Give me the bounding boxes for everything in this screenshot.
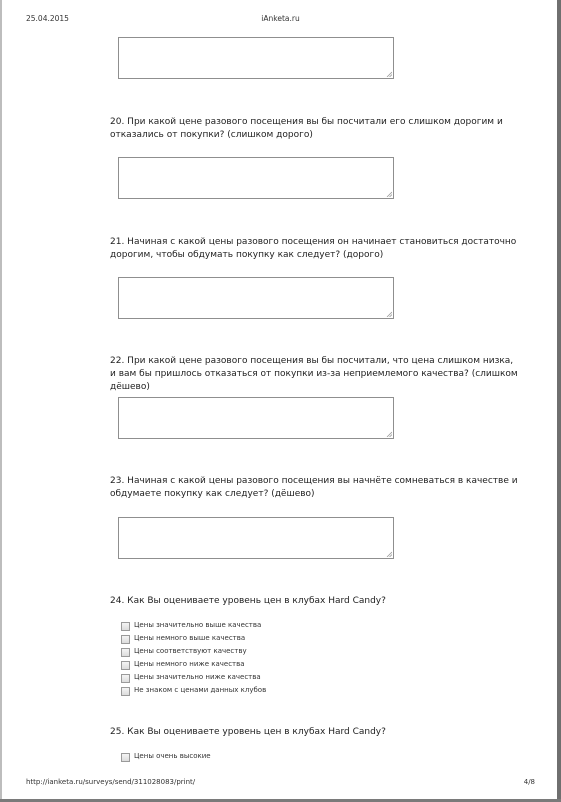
- page-border-left: [0, 0, 2, 802]
- answer-textarea-19[interactable]: [118, 37, 394, 79]
- site-title: iAnketa.ru: [261, 14, 300, 23]
- option-label: Цены соответствуют качеству: [134, 647, 247, 655]
- answer-textarea-23[interactable]: [118, 517, 394, 559]
- option-label: Цены немного выше качества: [134, 634, 246, 642]
- print-url: http://ianketa.ru/surveys/send/311028083/print/: [26, 778, 196, 786]
- checkbox[interactable]: [121, 635, 130, 644]
- option-label: Цены значительно ниже качества: [134, 673, 261, 681]
- checkbox[interactable]: [121, 753, 130, 762]
- page-border-right: [557, 0, 561, 802]
- question-25: 25. Как Вы оцениваете уровень цен в клубах Hard Candy?: [110, 727, 386, 737]
- answer-textarea-20[interactable]: [118, 157, 394, 199]
- checkbox[interactable]: [121, 648, 130, 657]
- answer-textarea-22[interactable]: [118, 397, 394, 439]
- question-20: 20. При какой цене разового посещения вы бы посчитали его слишком дорогим и отказались от покупки? (слишком дорого): [110, 117, 503, 140]
- option-label: Цены очень высокие: [134, 752, 211, 760]
- checkbox[interactable]: [121, 622, 130, 631]
- print-date: 25.04.2015: [26, 14, 69, 23]
- question-21: 21. Начиная с какой цены разового посещения он начинает становиться достаточно дорогим, чтобы обдумать покупку как следует? (дорого): [110, 237, 517, 260]
- option-label: Цены немного ниже качества: [134, 660, 245, 668]
- checkbox[interactable]: [121, 687, 130, 696]
- answer-textarea-21[interactable]: [118, 277, 394, 319]
- resize-grip-icon[interactable]: [386, 551, 392, 557]
- resize-grip-icon[interactable]: [386, 71, 392, 77]
- question-23: 23. Начиная с какой цены разового посещения вы начнёте сомневаться в качестве и обдумаете покупку как следует? (дёшево): [110, 476, 518, 499]
- checkbox[interactable]: [121, 674, 130, 683]
- page-number: 4/8: [523, 778, 535, 786]
- option-label: Цены значительно выше качества: [134, 621, 262, 629]
- resize-grip-icon[interactable]: [386, 311, 392, 317]
- resize-grip-icon[interactable]: [386, 431, 392, 437]
- option-label: Не знаком с ценами данных клубов: [134, 686, 267, 694]
- resize-grip-icon[interactable]: [386, 191, 392, 197]
- checkbox[interactable]: [121, 661, 130, 670]
- question-22: 22. При какой цене разового посещения вы бы посчитали, что цена слишком низка, и вам бы пришлось отказаться от покупки из-за неприемлемого качества? (слишком дёшево): [110, 356, 518, 392]
- question-24: 24. Как Вы оцениваете уровень цен в клубах Hard Candy?: [110, 596, 386, 606]
